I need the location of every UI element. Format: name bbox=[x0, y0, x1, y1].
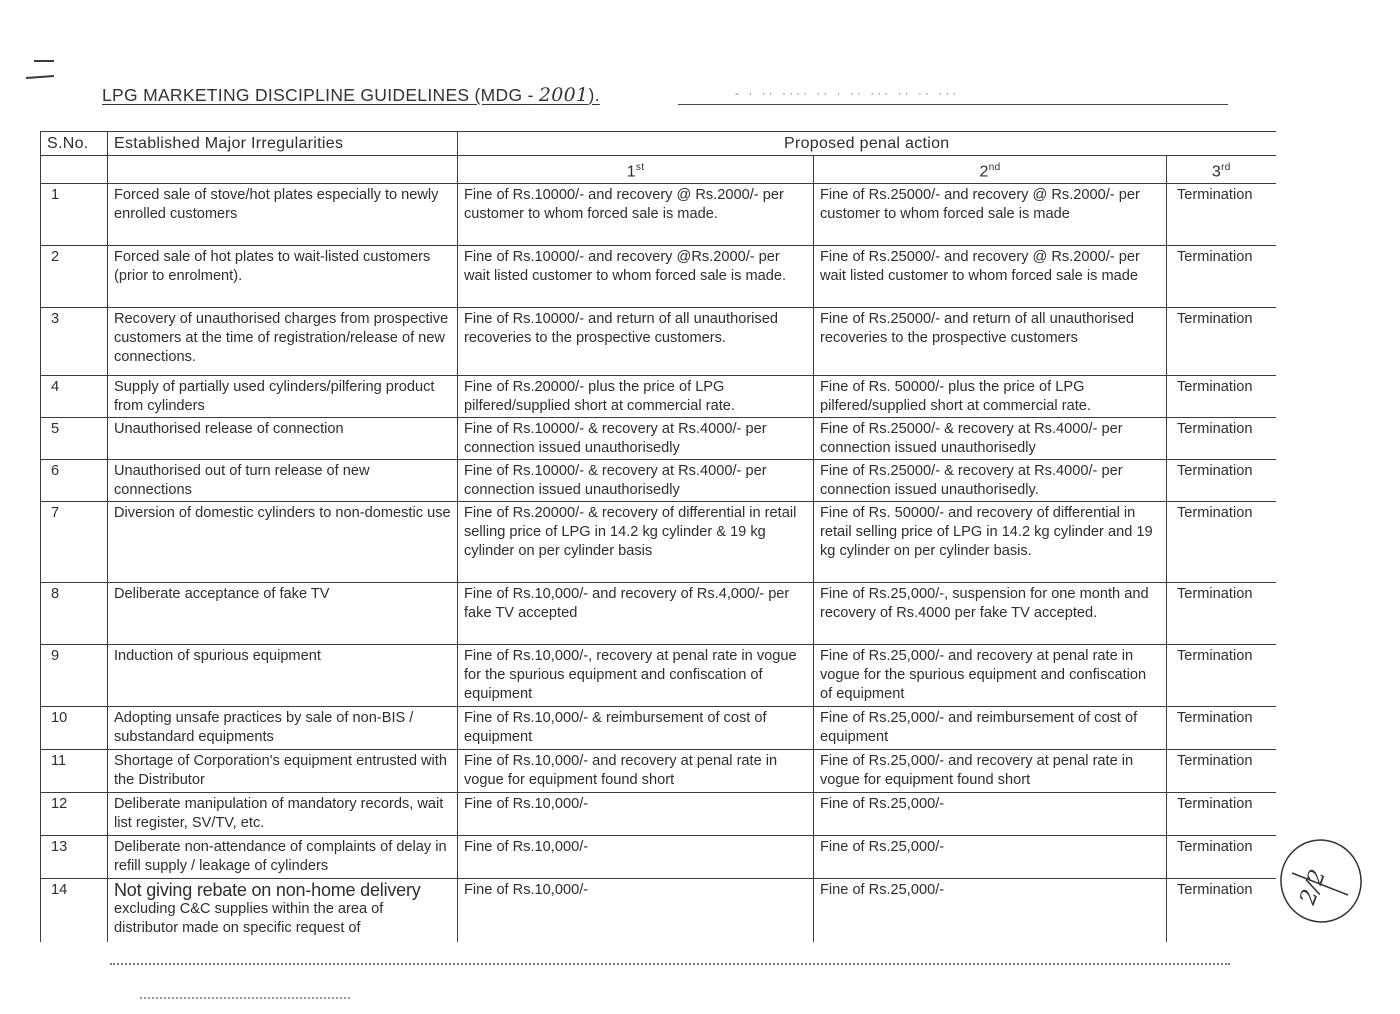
cell-second-penalty: Fine of Rs.25000/- & recovery at Rs.4000/- per connection issued unauthorisedly. bbox=[814, 460, 1167, 502]
table-row bbox=[41, 460, 1276, 502]
first-num: 1 bbox=[626, 163, 636, 181]
stamp-text: 2/2 bbox=[1295, 866, 1332, 909]
cell-first-penalty: Fine of Rs.10,000/- bbox=[458, 879, 814, 943]
cell-first-penalty: Fine of Rs.10,000/- & reimbursement of cost of equipment bbox=[458, 707, 814, 750]
header-first-offence bbox=[458, 156, 814, 184]
cell-sno: 4 bbox=[41, 376, 108, 418]
cell-sno: 6 bbox=[41, 460, 108, 502]
cell-second-penalty: Fine of Rs.25,000/- bbox=[814, 793, 1167, 836]
table-row bbox=[41, 376, 1276, 418]
title-suffix: ). bbox=[588, 85, 600, 105]
cell-irregularity: Recovery of unauthorised charges from prospective customers at the time of registration/release of new connections. bbox=[108, 308, 458, 376]
cell-second-penalty: Fine of Rs.25,000/-, suspension for one month and recovery of Rs.4000 per fake TV accepted. bbox=[814, 583, 1167, 645]
irregularity-rest: excluding C&C supplies within the area of distributor made on specific request of bbox=[114, 901, 384, 937]
cell-sno: 3 bbox=[41, 308, 108, 376]
cell-third-penalty: Termination bbox=[1167, 750, 1276, 793]
cell-first-penalty: Fine of Rs.10,000/- and recovery of Rs.4,000/- per fake TV accepted bbox=[458, 583, 814, 645]
cell-sno: 9 bbox=[41, 645, 108, 707]
scan-mark bbox=[34, 60, 54, 62]
cell-third-penalty: Termination bbox=[1167, 502, 1276, 583]
cell-irregularity: Deliberate non-attendance of complaints of delay in refill supply / leakage of cylinders bbox=[108, 836, 458, 879]
cell-sno: 5 bbox=[41, 418, 108, 460]
cell-first-penalty: Fine of Rs.10,000/- bbox=[458, 793, 814, 836]
cell-second-penalty: Fine of Rs.25,000/- and reimbursement of cost of equipment bbox=[814, 707, 1167, 750]
title-underline bbox=[678, 104, 1228, 105]
table-row bbox=[41, 502, 1276, 583]
table-row bbox=[41, 583, 1276, 645]
table-row bbox=[41, 836, 1276, 879]
cell-second-penalty: Fine of Rs.25000/- and recovery @ Rs.2000/- per wait listed customer to whom forced sale is made bbox=[814, 246, 1167, 308]
cell-irregularity: Adopting unsafe practices by sale of non-BIS / substandard equipments bbox=[108, 707, 458, 750]
cell-irregularity: Deliberate acceptance of fake TV bbox=[108, 583, 458, 645]
subheader-row bbox=[41, 156, 1276, 184]
cell-second-penalty: Fine of Rs.25,000/- and recovery at penal rate in vogue for equipment found short bbox=[814, 750, 1167, 793]
cell-second-penalty: Fine of Rs.25000/- and recovery @ Rs.2000/- per customer to whom forced sale is made bbox=[814, 184, 1167, 246]
cell-first-penalty: Fine of Rs.10,000/- and recovery at penal rate in vogue for equipment found short bbox=[458, 750, 814, 793]
table-row bbox=[41, 879, 1276, 943]
scan-mark bbox=[26, 75, 54, 79]
cell-irregularity: Forced sale of stove/hot plates especially to newly enrolled customers bbox=[108, 184, 458, 246]
cell-third-penalty: Termination bbox=[1167, 645, 1276, 707]
cell-sno: 14 bbox=[41, 879, 108, 943]
cell-irregularity bbox=[108, 879, 458, 943]
title-text: LPG MARKETING DISCIPLINE GUIDELINES (MDG - bbox=[102, 85, 534, 105]
table-row bbox=[41, 418, 1276, 460]
cell-sno: 7 bbox=[41, 502, 108, 583]
cell-third-penalty: Termination bbox=[1167, 707, 1276, 750]
header-proposed-penal-action: Proposed penal action bbox=[458, 132, 1276, 156]
cell-first-penalty: Fine of Rs.10,000/- bbox=[458, 836, 814, 879]
table-row bbox=[41, 707, 1276, 750]
second-num: 2 bbox=[979, 163, 989, 181]
footer-rule-short bbox=[140, 997, 350, 999]
cell-third-penalty: Termination bbox=[1167, 308, 1276, 376]
cell-first-penalty: Fine of Rs.10000/- and recovery @Rs.2000/- per wait listed customer to whom forced sale is made. bbox=[458, 246, 814, 308]
cell-irregularity: Unauthorised release of connection bbox=[108, 418, 458, 460]
cell-irregularity: Induction of spurious equipment bbox=[108, 645, 458, 707]
cell-third-penalty: Termination bbox=[1167, 793, 1276, 836]
cell-third-penalty: Termination bbox=[1167, 418, 1276, 460]
cell-third-penalty: Termination bbox=[1167, 460, 1276, 502]
cell-irregularity: Unauthorised out of turn release of new connections bbox=[108, 460, 458, 502]
cell-irregularity: Diversion of domestic cylinders to non-domestic use bbox=[108, 502, 458, 583]
subheader-empty-sno bbox=[41, 156, 108, 184]
cell-sno: 11 bbox=[41, 750, 108, 793]
cell-first-penalty: Fine of Rs.10,000/-, recovery at penal rate in vogue for the spurious equipment and confiscation of equipment bbox=[458, 645, 814, 707]
handwritten-page-stamp bbox=[1276, 835, 1366, 925]
cell-sno: 10 bbox=[41, 707, 108, 750]
cell-first-penalty: Fine of Rs.10000/- and recovery @ Rs.2000/- per customer to whom forced sale is made. bbox=[458, 184, 814, 246]
title-year: 2001 bbox=[538, 84, 589, 106]
cell-second-penalty: Fine of Rs.25,000/- bbox=[814, 879, 1167, 943]
faint-handwritten-note: - · ·· ···· ·· · ·· ··· ·· ·· ··· bbox=[735, 86, 960, 100]
cell-sno: 2 bbox=[41, 246, 108, 308]
cell-third-penalty: Termination bbox=[1167, 184, 1276, 246]
cell-irregularity: Supply of partially used cylinders/pilfering product from cylinders bbox=[108, 376, 458, 418]
cell-second-penalty: Fine of Rs. 50000/- plus the price of LPG pilfered/supplied short at commercial rate. bbox=[814, 376, 1167, 418]
table-row bbox=[41, 308, 1276, 376]
cell-sno: 12 bbox=[41, 793, 108, 836]
cell-second-penalty: Fine of Rs.25,000/- bbox=[814, 836, 1167, 879]
cell-second-penalty: Fine of Rs.25,000/- and recovery at penal rate in vogue for the spurious equipment and confiscation of equipment bbox=[814, 645, 1167, 707]
cell-second-penalty: Fine of Rs.25000/- & recovery at Rs.4000/- per connection issued unauthorisedly bbox=[814, 418, 1167, 460]
header-row bbox=[41, 132, 1276, 156]
cell-first-penalty: Fine of Rs.20000/- & recovery of differential in retail selling price of LPG in 14.2 kg cylinder & 19 kg cylinder on per cylinder basis bbox=[458, 502, 814, 583]
cell-third-penalty: Termination bbox=[1167, 246, 1276, 308]
cell-first-penalty: Fine of Rs.10000/- & recovery at Rs.4000/- per connection issued unauthorisedly bbox=[458, 418, 814, 460]
header-sno: S.No. bbox=[41, 132, 108, 156]
cell-third-penalty: Termination bbox=[1167, 376, 1276, 418]
cell-sno: 8 bbox=[41, 583, 108, 645]
header-irregularities: Established Major Irregularities bbox=[108, 132, 458, 156]
cell-irregularity: Shortage of Corporation's equipment entrusted with the Distributor bbox=[108, 750, 458, 793]
table-row bbox=[41, 184, 1276, 246]
irregularity-line1: Not giving rebate on non-home delivery bbox=[114, 880, 421, 901]
cell-sno: 1 bbox=[41, 184, 108, 246]
table-row bbox=[41, 793, 1276, 836]
cell-first-penalty: Fine of Rs.20000/- plus the price of LPG pilfered/supplied short at commercial rate. bbox=[458, 376, 814, 418]
footer-rule bbox=[110, 963, 1230, 965]
document-title bbox=[102, 84, 600, 106]
cell-first-penalty: Fine of Rs.10000/- and return of all unauthorised recoveries to the prospective customers. bbox=[458, 308, 814, 376]
cell-third-penalty: Termination bbox=[1167, 583, 1276, 645]
cell-first-penalty: Fine of Rs.10000/- & recovery at Rs.4000/- per connection issued unauthorisedly bbox=[458, 460, 814, 502]
third-num: 3 bbox=[1211, 163, 1222, 181]
table-row bbox=[41, 645, 1276, 707]
table-row bbox=[41, 246, 1276, 308]
penal-action-table bbox=[40, 131, 1276, 942]
subheader-empty-irr bbox=[108, 156, 458, 184]
cell-irregularity: Forced sale of hot plates to wait-listed customers (prior to enrolment). bbox=[108, 246, 458, 308]
cell-third-penalty: Termination bbox=[1167, 836, 1276, 879]
cell-second-penalty: Fine of Rs. 50000/- and recovery of differential in retail selling price of LPG in 14.2 kg cylinder and 19 kg cylinder on per cylinder basis. bbox=[814, 502, 1167, 583]
cell-third-penalty: Termination bbox=[1167, 879, 1276, 943]
header-third-offence bbox=[1167, 156, 1276, 184]
first-sup: st bbox=[635, 162, 645, 173]
header-second-offence bbox=[814, 156, 1167, 184]
table-row bbox=[41, 750, 1276, 793]
cell-irregularity: Deliberate manipulation of mandatory records, wait list register, SV/TV, etc. bbox=[108, 793, 458, 836]
third-sup: rd bbox=[1221, 162, 1231, 173]
cell-sno: 13 bbox=[41, 836, 108, 879]
cell-second-penalty: Fine of Rs.25000/- and return of all unauthorised recoveries to the prospective customers bbox=[814, 308, 1167, 376]
second-sup: nd bbox=[988, 162, 1001, 173]
